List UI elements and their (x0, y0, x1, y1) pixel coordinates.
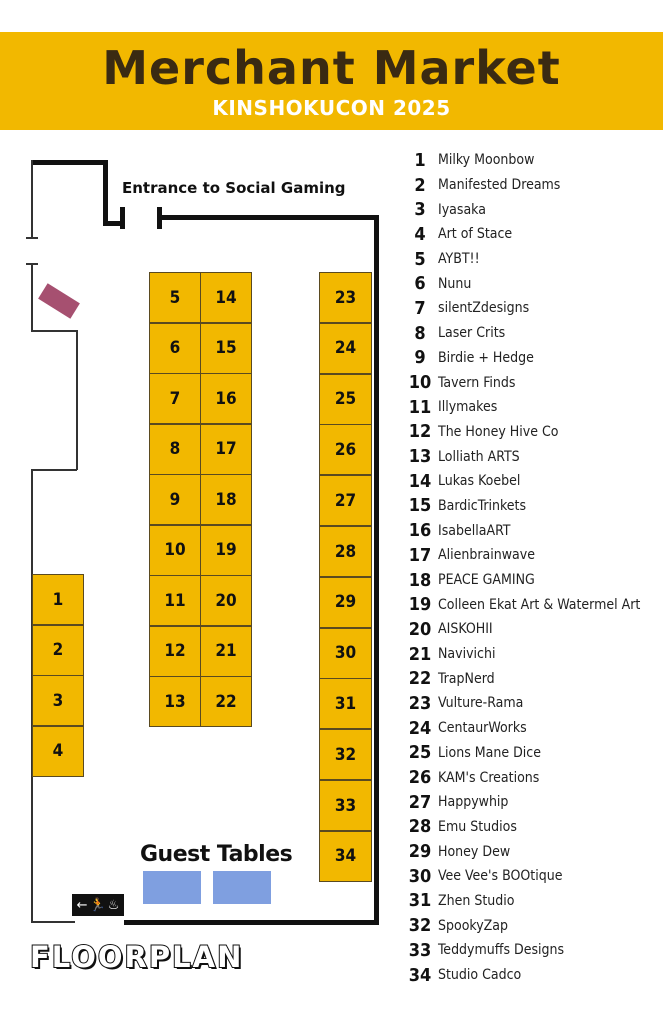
legend-item (402, 568, 640, 593)
guest-table-right (213, 871, 271, 904)
legend-item (402, 321, 640, 346)
legend-item (402, 173, 640, 198)
legend-number: 14 (408, 470, 432, 492)
legend-item (402, 790, 640, 815)
legend-vendor-name: KAM's Creations (438, 769, 540, 786)
legend-number: 10 (408, 372, 432, 394)
legend-item (402, 469, 640, 494)
legend-item (402, 642, 640, 667)
table-28: 28 (319, 526, 372, 577)
table-9: 9 (149, 474, 201, 525)
legend-vendor-name: Birdie + Hedge (438, 349, 534, 366)
table-16: 16 (200, 373, 252, 424)
table-8: 8 (149, 424, 201, 475)
legend-vendor-name: Honey Dew (438, 843, 511, 860)
legend-vendor-name: Studio Cadco (438, 967, 522, 984)
table-6: 6 (149, 323, 201, 374)
floorplan-label: FLOORPLAN (30, 940, 244, 974)
legend-number: 30 (408, 865, 432, 887)
legend-vendor-name: Manifested Dreams (438, 177, 561, 194)
event-subtitle: KINSHOKUCON 2025 (212, 96, 451, 120)
outline-notch-side (76, 330, 78, 470)
table-14: 14 (200, 272, 252, 323)
table-34: 34 (319, 831, 372, 882)
legend-vendor-name: The Honey Hive Co (438, 423, 559, 440)
legend-vendor-name: Lukas Koebel (438, 473, 521, 490)
entrance-label: Entrance to Social Gaming (122, 179, 346, 197)
wall-top-left (31, 160, 108, 165)
table-32: 32 (319, 729, 372, 780)
legend-vendor-name: PEACE GAMING (438, 572, 535, 589)
legend-number: 3 (414, 199, 426, 221)
table-25: 25 (319, 374, 372, 425)
legend-vendor-name: Emu Studios (438, 818, 517, 835)
legend-vendor-name: Vulture-Rama (438, 695, 524, 712)
legend-vendor-name: Navivichi (438, 646, 496, 663)
legend-number: 16 (408, 520, 432, 542)
legend-number: 28 (408, 816, 432, 838)
legend-number: 4 (414, 223, 426, 245)
legend-number: 2 (414, 174, 426, 196)
legend-item (402, 666, 640, 691)
legend-vendor-name: Vee Vee's BOOtique (438, 868, 563, 885)
legend-item (402, 889, 640, 914)
legend-item (402, 346, 640, 371)
table-33: 33 (319, 780, 372, 831)
legend-item (402, 839, 640, 864)
outline-left-mid (31, 263, 33, 331)
legend-item (402, 963, 640, 988)
wall-entrance-left-vertical (103, 160, 108, 226)
door-mark-1 (26, 237, 38, 239)
fire-icon: ♨ (107, 897, 120, 913)
legend-vendor-name: Art of Stace (438, 226, 513, 243)
table-10: 10 (149, 525, 201, 576)
legend-vendor-name: Lolliath ARTS (438, 448, 520, 465)
legend-item (402, 494, 640, 519)
table-26: 26 (319, 424, 372, 475)
legend-number: 9 (414, 347, 426, 369)
legend-number: 32 (408, 915, 432, 937)
legend-vendor-name: Alienbrainwave (438, 547, 535, 564)
legend-vendor-name: AYBT!! (438, 251, 480, 268)
legend-item (402, 691, 640, 716)
wall-bottom (124, 920, 379, 925)
table-3: 3 (32, 675, 84, 726)
legend-number: 29 (408, 841, 432, 863)
legend-number: 23 (408, 692, 432, 714)
legend-vendor-name: IsabellaART (438, 522, 511, 539)
legend-item (402, 444, 640, 469)
legend-item (402, 420, 640, 445)
legend-item (402, 271, 640, 296)
legend-item (402, 864, 640, 889)
legend-vendor-name: TrapNerd (438, 670, 495, 687)
legend-number: 20 (408, 618, 432, 640)
legend-number: 6 (414, 273, 426, 295)
legend-number: 18 (408, 569, 432, 591)
table-29: 29 (319, 577, 372, 628)
legend-item (402, 741, 640, 766)
table-22: 22 (200, 676, 252, 727)
table-31: 31 (319, 678, 372, 729)
legend-number: 19 (408, 594, 432, 616)
outline-bottom-left (31, 921, 75, 923)
legend-number: 27 (408, 791, 432, 813)
info-booth-marker (38, 283, 80, 318)
legend-vendor-name: Illymakes (438, 399, 498, 416)
table-20: 20 (200, 575, 252, 626)
legend-number: 33 (408, 939, 432, 961)
legend-vendor-name: Teddymuffs Designs (438, 942, 565, 959)
table-15: 15 (200, 323, 252, 374)
legend-item (402, 222, 640, 247)
table-12: 12 (149, 626, 201, 677)
legend-number: 17 (408, 544, 432, 566)
legend-item (402, 296, 640, 321)
legend-vendor-name: AISKOHII (438, 621, 493, 638)
legend-item (402, 815, 640, 840)
table-1: 1 (32, 574, 84, 625)
guest-table-left (143, 871, 201, 904)
outline-left-top (31, 160, 33, 238)
table-11: 11 (149, 575, 201, 626)
door-post-left (120, 207, 125, 229)
legend-item (402, 617, 640, 642)
legend-vendor-name: Laser Crits (438, 325, 506, 342)
legend-vendor-name: Colleen Ekat Art & Watermel Art (438, 596, 641, 613)
legend-vendor-name: Happywhip (438, 794, 509, 811)
legend-number: 34 (408, 964, 432, 986)
legend-item (402, 938, 640, 963)
legend-vendor-name: Iyasaka (438, 201, 486, 218)
legend-item (402, 197, 640, 222)
legend-number: 24 (408, 717, 432, 739)
legend-item (402, 518, 640, 543)
exit-arrow-icon: ← (76, 897, 88, 913)
table-17: 17 (200, 424, 252, 475)
page-title: Merchant Market (102, 41, 561, 95)
legend-item (402, 370, 640, 395)
table-4: 4 (32, 726, 84, 777)
legend-number: 22 (408, 668, 432, 690)
legend-vendor-name: Milky Moonbow (438, 152, 535, 169)
table-7: 7 (149, 373, 201, 424)
legend-item (402, 247, 640, 272)
legend-number: 15 (408, 495, 432, 517)
legend-number: 25 (408, 742, 432, 764)
legend-number: 11 (408, 396, 432, 418)
legend-number: 26 (408, 767, 432, 789)
vendor-legend (402, 148, 640, 987)
legend-item (402, 765, 640, 790)
table-23: 23 (319, 272, 372, 323)
legend-vendor-name: BardicTrinkets (438, 497, 527, 514)
wall-top-right (157, 215, 379, 220)
guest-tables-label: Guest Tables (140, 842, 293, 867)
legend-number: 31 (408, 890, 432, 912)
legend-vendor-name: CentaurWorks (438, 720, 527, 737)
legend-number: 12 (408, 421, 432, 443)
table-13: 13 (149, 676, 201, 727)
legend-item (402, 395, 640, 420)
exit-sign-icon (72, 894, 124, 916)
legend-vendor-name: Nunu (438, 275, 472, 292)
outline-notch-bottom (31, 469, 77, 471)
legend-number: 5 (414, 248, 426, 270)
legend-number: 13 (408, 446, 432, 468)
outline-notch-top (31, 330, 77, 332)
table-21: 21 (200, 626, 252, 677)
legend-vendor-name: SpookyZap (438, 917, 508, 934)
legend-item (402, 543, 640, 568)
legend-vendor-name: Zhen Studio (438, 892, 515, 909)
header-banner (0, 32, 663, 130)
wall-right (374, 215, 379, 925)
table-30: 30 (319, 628, 372, 679)
legend-vendor-name: Tavern Finds (438, 374, 516, 391)
table-18: 18 (200, 474, 252, 525)
table-24: 24 (319, 323, 372, 374)
running-person-icon: 🏃 (89, 897, 106, 913)
table-2: 2 (32, 625, 84, 676)
legend-number: 1 (414, 149, 426, 171)
table-19: 19 (200, 525, 252, 576)
table-27: 27 (319, 475, 372, 526)
legend-item (402, 913, 640, 938)
legend-item (402, 592, 640, 617)
legend-number: 7 (414, 297, 426, 319)
legend-vendor-name: Lions Mane Dice (438, 744, 541, 761)
table-5: 5 (149, 272, 201, 323)
legend-number: 21 (408, 643, 432, 665)
legend-number: 8 (414, 322, 426, 344)
legend-item (402, 716, 640, 741)
legend-item (402, 148, 640, 173)
legend-vendor-name: silentZdesigns (438, 300, 530, 317)
